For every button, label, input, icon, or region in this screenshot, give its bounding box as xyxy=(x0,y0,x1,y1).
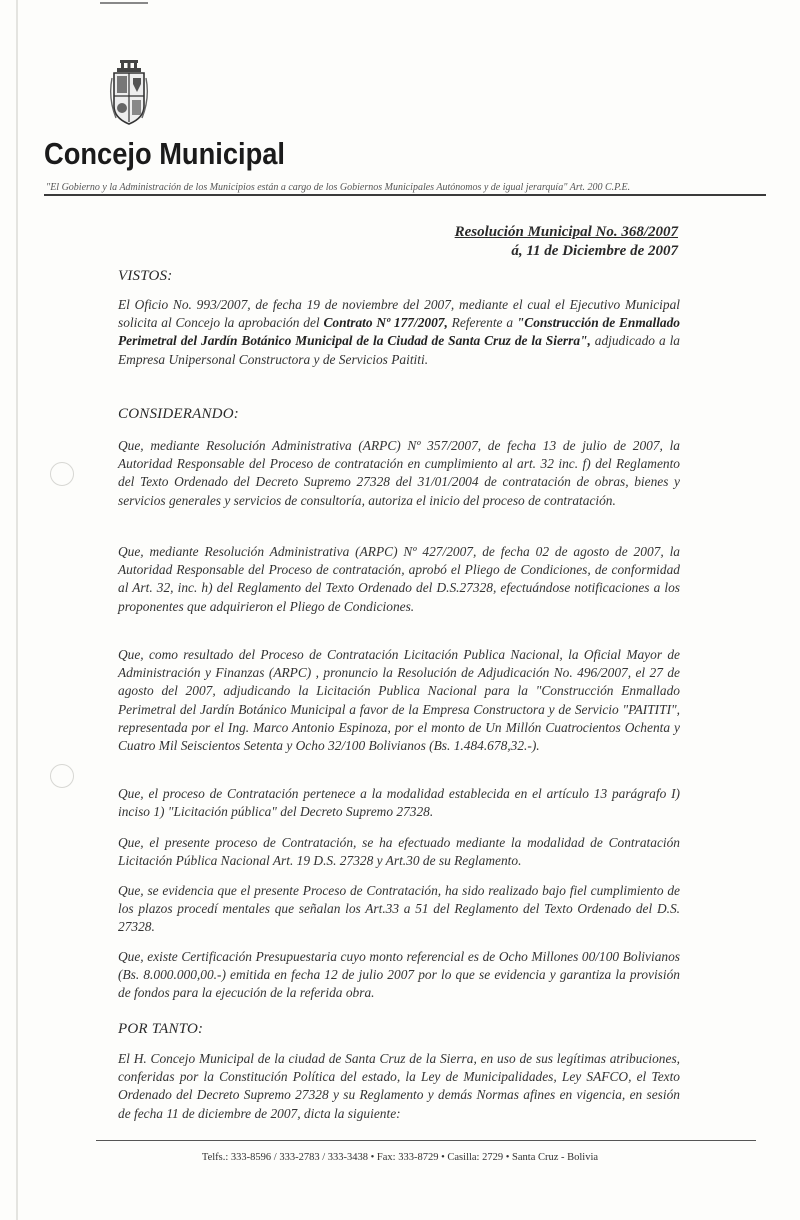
contract-number: Contrato Nº 177/2007, xyxy=(323,315,448,331)
resolution-date: á, 11 de Diciembre de 2007 xyxy=(511,243,678,259)
considerando-paragraph: Que, mediante Resolución Administrativa (ARPC) Nº 357/2007, de fecha 13 de julio de 2007, la Autoridad Responsable del Proceso de contratación en cumplimiento al art. 32 inc. f) del Reglamento del Texto Ordenado del Decreto Supremo 27328 del 31/01/2004 de contratación de obras, bienes y servicios generales y servicios de consultoría, autoriza el inicio del proceso de contratación. xyxy=(118,438,680,508)
punch-hole-bottom xyxy=(50,764,74,788)
section-heading-por-tanto: POR TANTO: xyxy=(118,1021,204,1037)
vistos-text-2: Referente a xyxy=(447,315,517,331)
top-scan-mark xyxy=(100,2,148,4)
considerando-paragraph: Que, el proceso de Contratación pertenece a la modalidad establecida en el artículo 13 parágrafo I) inciso 1) "Licitación pública" del Decreto Supremo 27328. xyxy=(118,786,680,820)
vistos-text-1: El Oficio No. 993/2007, de fecha 19 de noviembre del 2007, mediante el cual el Ejecutivo Municipal solicita al Concejo la aprobación del xyxy=(118,297,680,331)
constitutional-motto: "El Gobierno y la Administración de los Municipios están a cargo de los Gobiernos Municipales Autónomos y de igual jerarquía" Art. 200 C.P.E. xyxy=(46,182,631,193)
municipal-coat-of-arms-icon xyxy=(108,58,150,142)
org-title: Concejo Municipal xyxy=(44,136,285,171)
header-divider xyxy=(44,194,766,196)
considerando-paragraph: Que, se evidencia que el presente Proceso de Contratación, ha sido realizado bajo fiel cumplimiento de los plazos procedí mentales que señalan los Art.33 a 51 del Reglamento del Texto Ordenado del D.S. 27328. xyxy=(118,883,680,935)
considerando-paragraph: Que, como resultado del Proceso de Contratación Licitación Publica Nacional, la Oficial Mayor de Administración y Finanzas (ARPC) , pronuncio la Resolución de Adjudicación No. 496/2007, el 27 de agosto del 2007, adjudicando la Licitación Publica Nacional para la "Construcción Enmallado Perimetral del Jardín Botánico Municipal a favor de la Empresa Constructora y de Servicio "PAITITI", representada por el Ing. Marco Antonio Espinoza, por el monto de Un Millón Cuatrocientos Ochenta y Cuatro Mil Seiscientos Setenta y Ocho 32/100 Bolivianos (Bs. 1.484.678,32.-). xyxy=(118,647,680,754)
page-edge-shadow xyxy=(16,0,18,1220)
vistos-paragraph xyxy=(118,296,680,369)
por-tanto-paragraph: El H. Concejo Municipal de la ciudad de Santa Cruz de la Sierra, en uso de sus legítimas atribuciones, conferidas por la Constitución Política del estado, la Ley de Municipalidades, Ley SAFCO, el Texto Ordenado del Decreto Supremo 27328 y su Reglamento y demás Normas afines en vigencia, en sesión de fecha 11 de diciembre de 2007, dicta la siguiente: xyxy=(118,1051,680,1121)
vistos-text-3: adjudicado a la Empresa Unipersonal Constructora y de Servicios Paititi. xyxy=(118,333,681,367)
considerando-paragraph: Que, el presente proceso de Contratación, se ha efectuado mediante la modalidad de Contratación Licitación Pública Nacional Art. 19 D.S. 27328 y Art.30 de su Reglamento. xyxy=(118,835,680,869)
punch-hole-top xyxy=(50,462,74,486)
section-heading-vistos: VISTOS: xyxy=(118,268,173,284)
footer-contact-info: Telfs.: 333-8596 / 333-2783 / 333-3438 • Fax: 333-8729 • Casilla: 2729 • Santa Cruz - Bolivia xyxy=(201,1152,599,1163)
considerando-paragraph: Que, mediante Resolución Administrativa (ARPC) Nº 427/2007, de fecha 02 de agosto de 2007, la Autoridad Responsable del Proceso de contratación, aprobó el Pliego de Condiciones, de conformidad al Art. 32, inc. h) del Reglamento del Texto Ordenado del D.S.27328, efectuándose notificaciones a los proponentes que adquirieron el Pliego de Condiciones. xyxy=(118,544,680,614)
considerando-paragraph: Que, existe Certificación Presupuestaria cuyo monto referencial es de Ocho Millones 00/100 Bolivianos (Bs. 8.000.000,00.-) emitida en fecha 12 de julio 2007 por lo que se evidencia y garantiza la provisión de fondos para la ejecución de la referida obra. xyxy=(118,949,680,1001)
project-name: "Construcción de Enmallado Perimetral del Jardín Botánico Municipal de la Ciudad de Santa Cruz de la Sierra", xyxy=(118,315,681,349)
footer-divider xyxy=(96,1140,756,1141)
resolution-number: Resolución Municipal No. 368/2007 xyxy=(454,224,678,240)
section-heading-considerando: CONSIDERANDO: xyxy=(118,406,239,422)
